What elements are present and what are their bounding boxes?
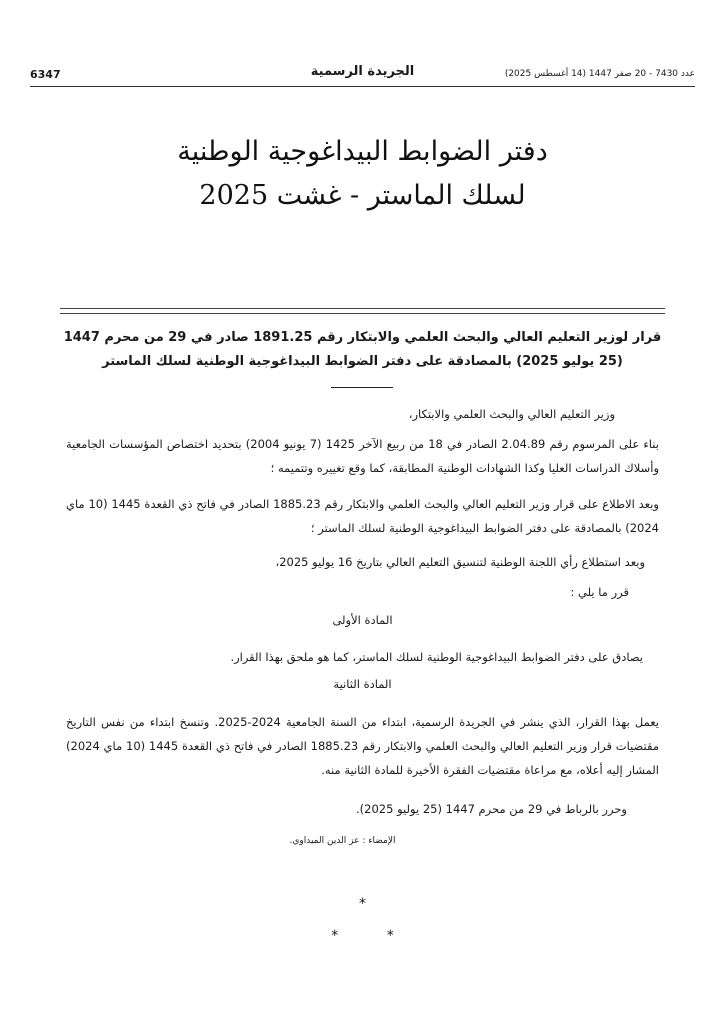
separator-star-top: *	[359, 896, 366, 912]
page-number: 6347	[30, 68, 61, 81]
basis-paragraph: بناء على المرسوم رقم 2.04.89 الصادر في 18 من ربيع الآخر 1425 (7 يونيو 2004) بتحديد اختصاص المؤسسات الجامعية وأسلاك الدراسات العليا وكذا الشهادات الوطنية المطابقة، كما وقع تغييره وتتميمه ؛	[66, 437, 659, 475]
header-rule	[30, 86, 695, 87]
minister-line: وزير التعليم العالي والبحث العلمي والابتكار،	[408, 407, 615, 421]
page-header	[30, 64, 695, 86]
section-double-rule	[60, 308, 665, 314]
done-at-line: وحرر بالرباط في 29 من محرم 1447 (25 يوليو 2025).	[356, 802, 627, 816]
issue-info: عدد 7430 - 20 صفر 1447 (14 أغسطس 2025)	[504, 69, 695, 79]
consultation-paragraph: وبعد استطلاع رأي اللجنة الوطنية لتنسيق التعليم العالي بتاريخ 16 يوليو 2025،	[275, 555, 645, 569]
decided-line: قرر ما يلي :	[570, 585, 629, 599]
gazette-name: الجريدة الرسمية	[310, 64, 415, 79]
article1-body: يصادق على دفتر الضوابط البيداغوجية الوطنية لسلك الماستر، كما هو ملحق بهذا القرار.	[230, 650, 643, 664]
title-short-rule	[331, 387, 393, 388]
decree-title: قرار لوزير التعليم العالي والبحث العلمي والابتكار رقم 1891.25 صادر في 29 من محرم 1447 (25 يوليو 2025) بالمصادقة على دفتر الضوابط البيداغوجية الوطنية لسلك الماستر	[63, 330, 662, 369]
document-title-line2: لسلك الماستر - غشت 2025	[199, 180, 526, 211]
article2-heading: المادة الثانية	[333, 677, 392, 691]
article2-body: يعمل بهذا القرار، الذي ينشر في الجريدة الرسمية، ابتداء من السنة الجامعية 2024-2025. وتنسخ ابتداء من نفس التاريخ مقتضيات قرار وزير التعليم العالي والبحث العلمي والابتكار رقم 1885.23 الصادر في فاتح ذي القعدة 1445 (10 ماي 2024) المشار إليه أعلاه، مع مراعاة مقتضيات الفقرة الأخيرة للمادة الثانية منه.	[66, 715, 659, 777]
article1-heading: المادة الأولى	[332, 613, 393, 627]
separator-stars-bottom: * *	[331, 928, 416, 944]
review-paragraph: وبعد الاطلاع على قرار وزير التعليم العالي والبحث العلمي والابتكار رقم 1885.23 الصادر في فاتح ذي القعدة 1445 (10 ماي 2024) بالمصادقة على دفتر الضوابط البيداغوجية الوطنية لسلك الماستر ؛	[66, 497, 659, 535]
signature: الإمضاء : عز الدين الميداوي.	[289, 836, 396, 846]
document-title-line1: دفتر الضوابط البيداغوجية الوطنية	[177, 136, 548, 167]
